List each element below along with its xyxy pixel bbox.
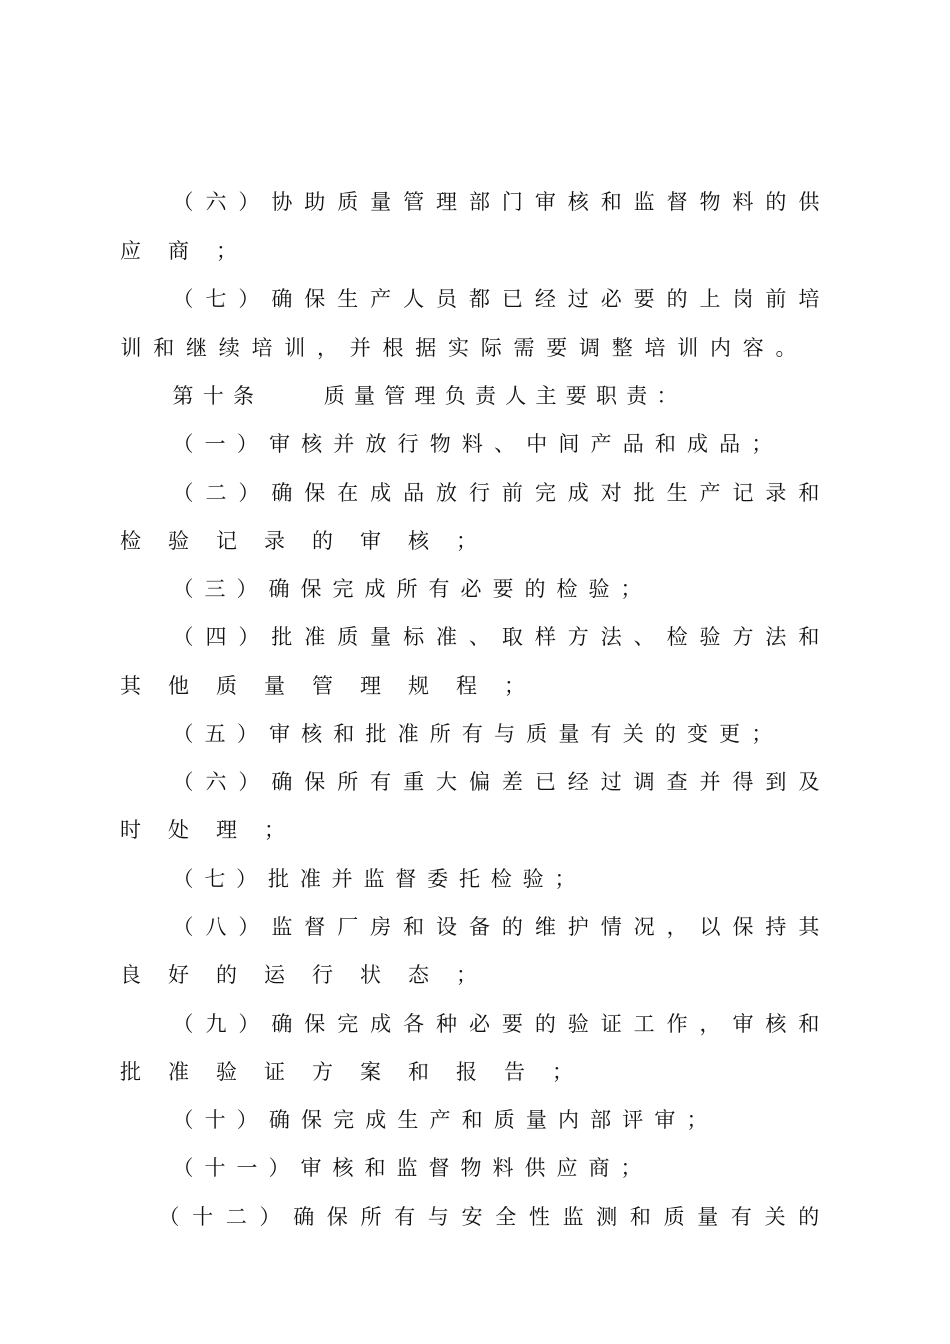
text-line	[0, 187, 950, 217]
line-text: （ 十 二 ） 确 保 所 有 与 安 全 性 监 测 和 质 量 有 关 的	[158, 1205, 820, 1229]
text-line	[0, 236, 950, 266]
text-line	[0, 815, 950, 845]
line-text: （ 四 ） 批 准 质 量 标 准 、 取 样 方 法 、 检 验 方 法 和	[172, 625, 820, 649]
line-text: 第 十 条 质 量 管 理 负 责 人 主 要 职 责 ：	[172, 384, 678, 408]
text-line	[0, 526, 950, 556]
line-text: （ 一 ） 审 核 并 放 行 物 料 、 中 间 产 品 和 成 品 ；	[172, 432, 773, 456]
text-line	[0, 1105, 950, 1135]
line-text: （ 九 ） 确 保 完 成 各 种 必 要 的 验 证 工 作 ， 审 核 和	[172, 1012, 820, 1036]
text-line	[0, 333, 950, 363]
line-text: （ 十 ） 确 保 完 成 生 产 和 质 量 内 部 评 审 ；	[172, 1108, 708, 1132]
line-text: （ 二 ） 确 保 在 成 品 放 行 前 完 成 对 批 生 产 记 录 和	[172, 481, 820, 505]
text-line	[0, 767, 950, 797]
line-text: （ 六 ） 协 助 质 量 管 理 部 门 审 核 和 监 督 物 料 的 供	[172, 190, 820, 214]
text-line	[0, 284, 950, 314]
text-line	[0, 864, 950, 894]
text-line	[0, 719, 950, 749]
text-line	[0, 1009, 950, 1039]
text-line	[0, 478, 950, 508]
line-text: （ 七 ） 确 保 生 产 人 员 都 已 经 过 必 要 的 上 岗 前 培	[172, 287, 820, 311]
line-text: （ 十 一 ） 审 核 和 监 督 物 料 供 应 商 ；	[172, 1156, 642, 1180]
text-line	[0, 960, 950, 990]
line-text: （ 五 ） 审 核 和 批 准 所 有 与 质 量 有 关 的 变 更 ；	[172, 722, 773, 746]
line-text: （ 六 ） 确 保 所 有 重 大 偏 差 已 经 过 调 查 并 得 到 及	[172, 770, 820, 794]
line-text: 时处理；	[120, 818, 312, 842]
text-line	[0, 912, 950, 942]
line-text: 应商；	[120, 239, 264, 263]
line-text: 训 和 继 续 培 训 ， 并 根 据 实 际 需 要 调 整 培 训 内 容 。	[120, 336, 797, 360]
line-text: 良好的运行状态；	[120, 963, 504, 987]
line-text: （ 七 ） 批 准 并 监 督 委 托 检 验 ；	[172, 867, 576, 891]
line-text: 其他质量管理规程；	[120, 674, 552, 698]
line-text: （ 八 ） 监 督 厂 房 和 设 备 的 维 护 情 况 ， 以 保 持 其	[172, 915, 820, 939]
text-line	[0, 1153, 950, 1183]
line-text: （ 三 ） 确 保 完 成 所 有 必 要 的 检 验 ；	[172, 577, 642, 601]
text-line	[0, 381, 950, 411]
text-line	[0, 1057, 950, 1087]
text-line	[0, 429, 950, 459]
text-line	[0, 622, 950, 652]
text-line	[0, 1202, 950, 1232]
line-text: 批准验证方案和报告；	[120, 1060, 600, 1084]
text-line	[0, 574, 950, 604]
line-text: 检验记录的审核；	[120, 529, 504, 553]
text-line	[0, 671, 950, 701]
